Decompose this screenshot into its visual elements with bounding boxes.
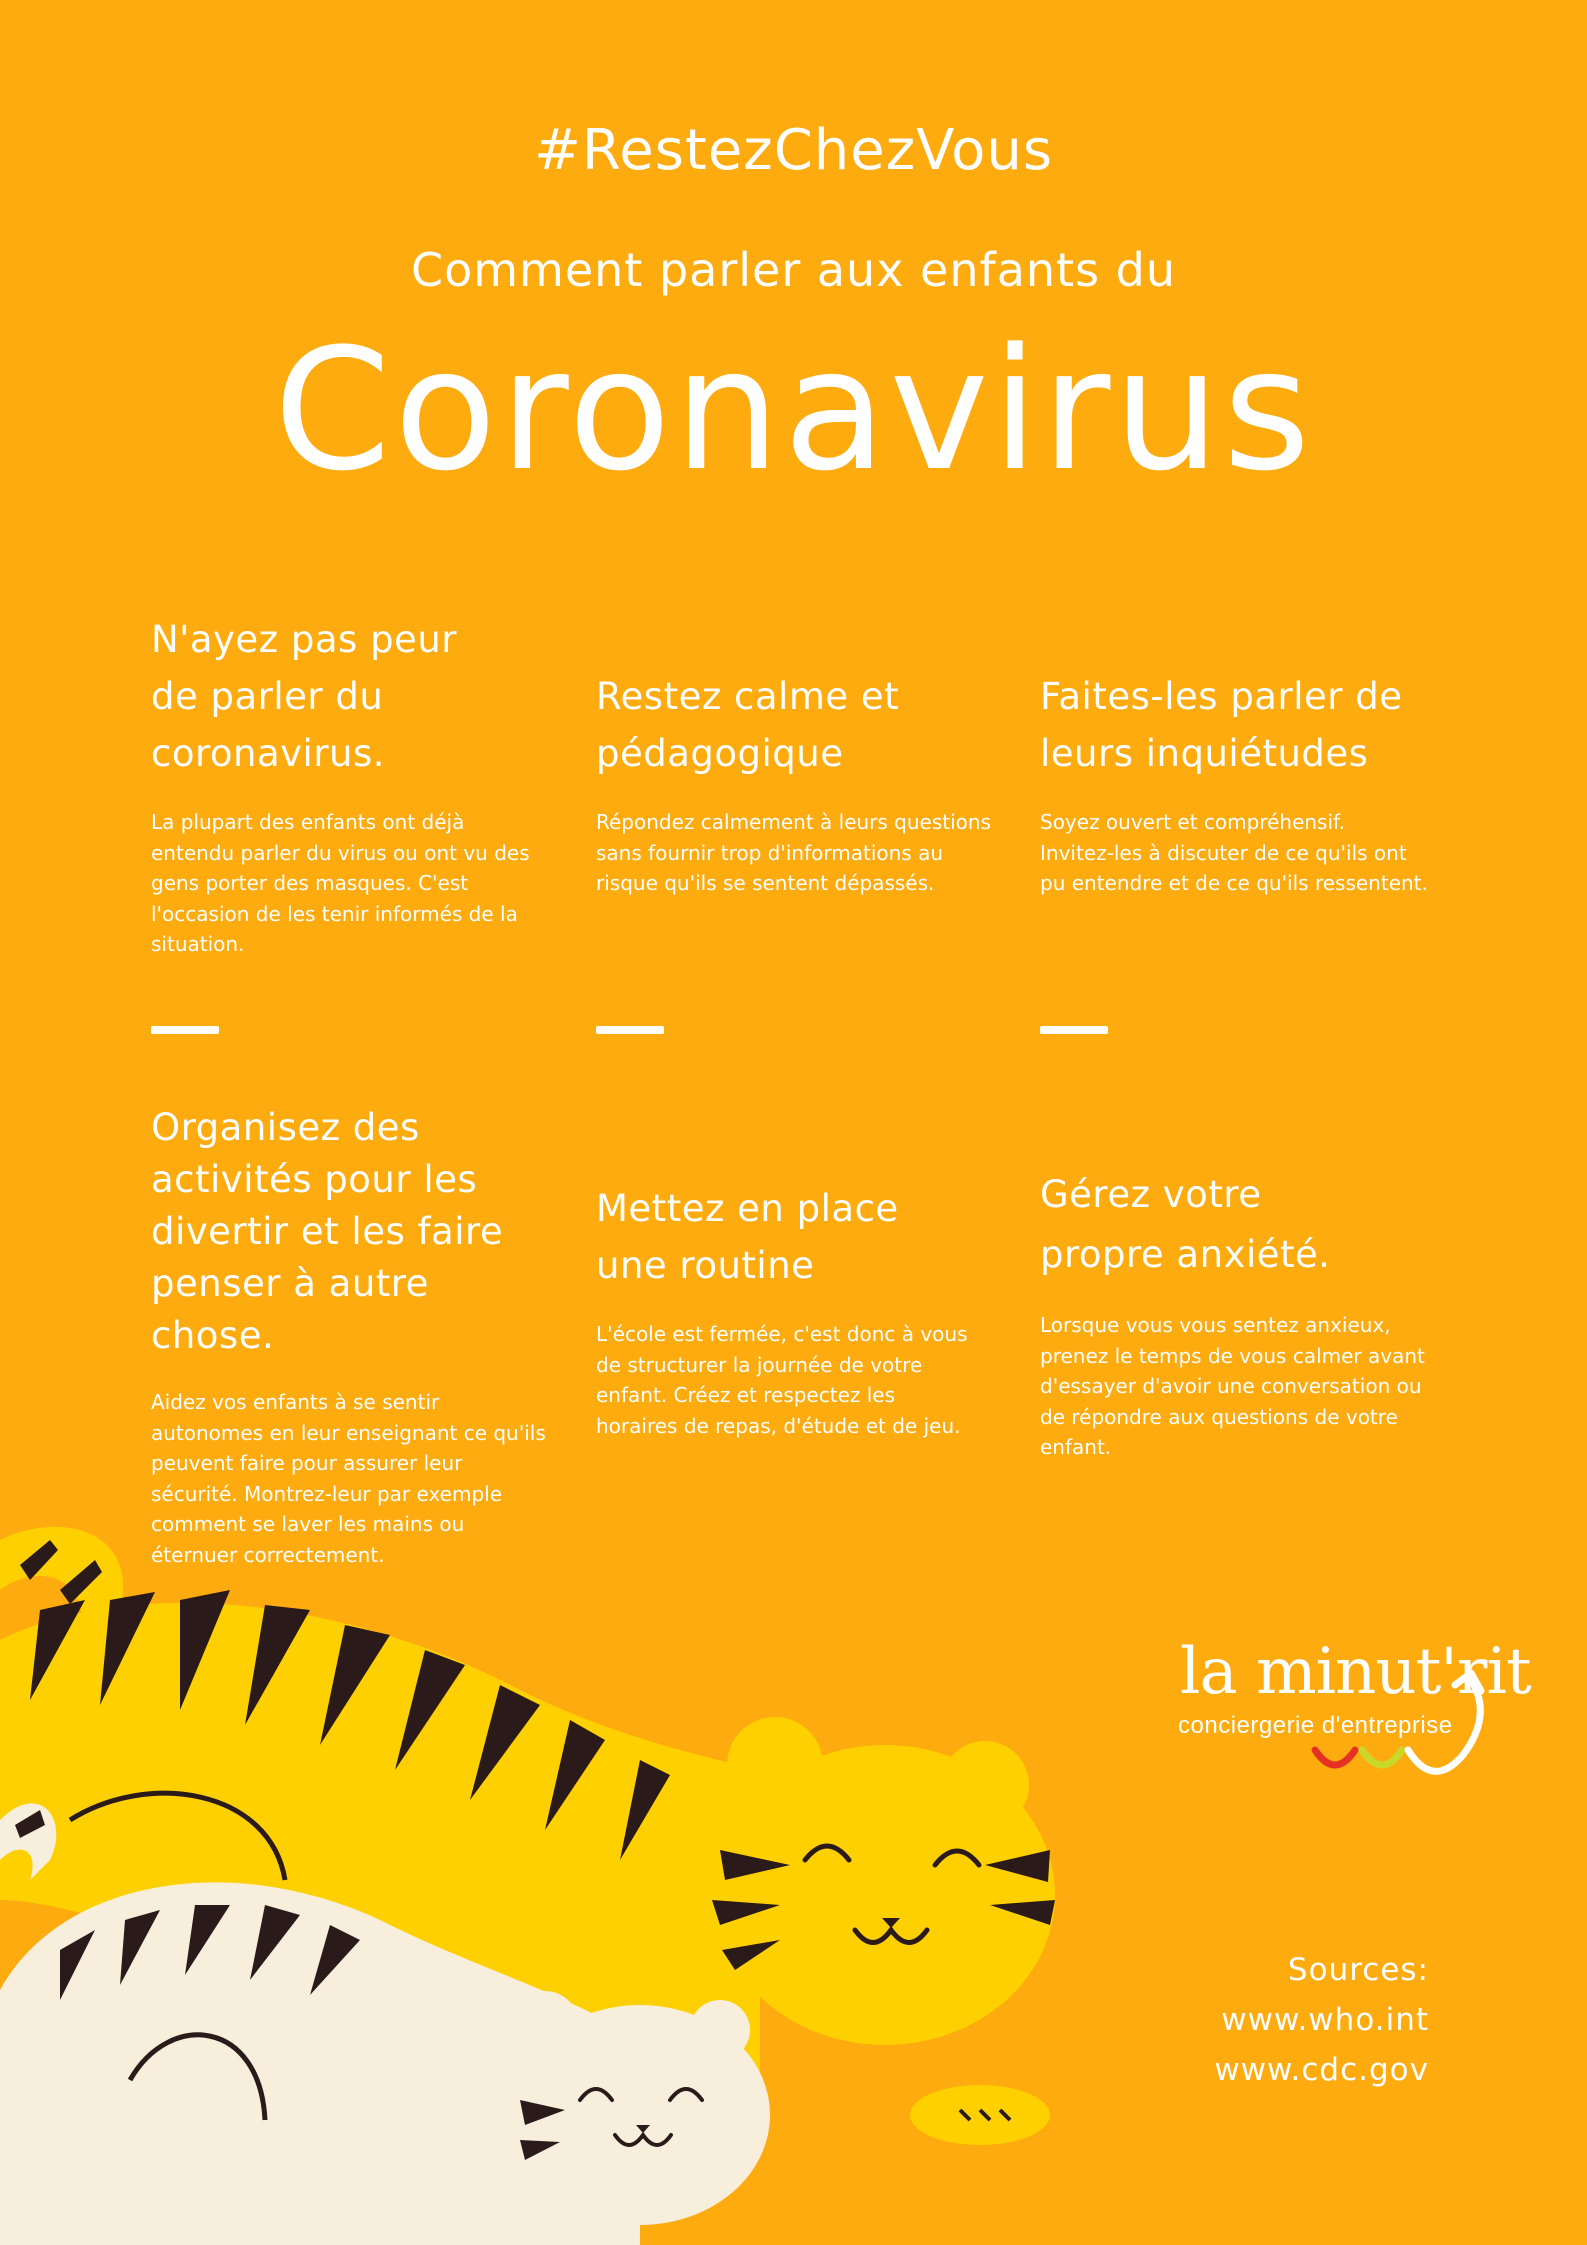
source-link-who[interactable]: www.who.int bbox=[1221, 2002, 1429, 2038]
tip-2 bbox=[596, 668, 1006, 899]
tip-heading: Organisez des activités pour les divertir et les faire penser à autre chose. bbox=[151, 1106, 504, 1357]
tip-heading: N'ayez pas peur de parler du coronavirus. bbox=[151, 618, 457, 775]
tip-body: Répondez calmement à leurs questions sans fournir trop d'informations au risque qu'ils se sentent dépassés. bbox=[596, 810, 991, 895]
tip-body: Lorsque vous vous sentez anxieux, prenez le temps de vous calmer avant d'essayer d'avoir une conversation ou de répondre aux questions de votre enfant. bbox=[1040, 1313, 1425, 1459]
logo-tagline: conciergerie d'entreprise bbox=[1178, 1712, 1453, 1739]
tip-1 bbox=[151, 611, 561, 960]
tip-heading: Faites-les parler de leurs inquiétudes bbox=[1040, 675, 1403, 775]
tip-heading: Gérez votre propre anxiété. bbox=[1040, 1173, 1331, 1276]
tip-body: La plupart des enfants ont déjà entendu parler du virus ou ont vu des gens porter des masques. C'est l'occasion de les tenir informés de la situation. bbox=[151, 810, 530, 956]
divider-dash-3 bbox=[1040, 1026, 1108, 1034]
subtitle: Comment parler aux enfants du bbox=[410, 243, 1177, 297]
tip-6 bbox=[1040, 1165, 1450, 1463]
sources-label: Sources: bbox=[1287, 1952, 1429, 1988]
tip-5 bbox=[596, 1180, 1006, 1441]
tip-heading: Restez calme et pédagogique bbox=[596, 675, 900, 775]
source-link-cdc[interactable]: www.cdc.gov bbox=[1214, 2052, 1429, 2088]
logo-name: la minut'rit bbox=[1180, 1635, 1531, 1709]
page-title: Coronavirus bbox=[273, 312, 1314, 508]
divider-dash-1 bbox=[151, 1026, 219, 1034]
tip-4 bbox=[151, 1102, 561, 1570]
tip-3 bbox=[1040, 668, 1450, 899]
logo-arrow-icon bbox=[1300, 1665, 1540, 1795]
hashtag: #RestezChezVous bbox=[533, 118, 1054, 183]
sources bbox=[1214, 1945, 1429, 2095]
tip-body: L'école est fermée, c'est donc à vous de structurer la journée de votre enfant. Créez et respectez les horaires de repas, d'étude et de jeu. bbox=[596, 1322, 968, 1438]
tip-body: Soyez ouvert et compréhensif. Invitez-les à discuter de ce qu'ils ont pu entendre et de ce qu'ils ressentent. bbox=[1040, 810, 1428, 895]
tigers-illustration bbox=[0, 1520, 1080, 2245]
tip-heading: Mettez en place une routine bbox=[596, 1187, 899, 1287]
divider-dash-2 bbox=[596, 1026, 664, 1034]
tip-body: Aidez vos enfants à se sentir autonomes en leur enseignant ce qu'ils peuvent faire pour assurer leur sécurité. Montrez-leur par exemple comment se laver les mains ou éternuer correctement. bbox=[151, 1390, 546, 1567]
